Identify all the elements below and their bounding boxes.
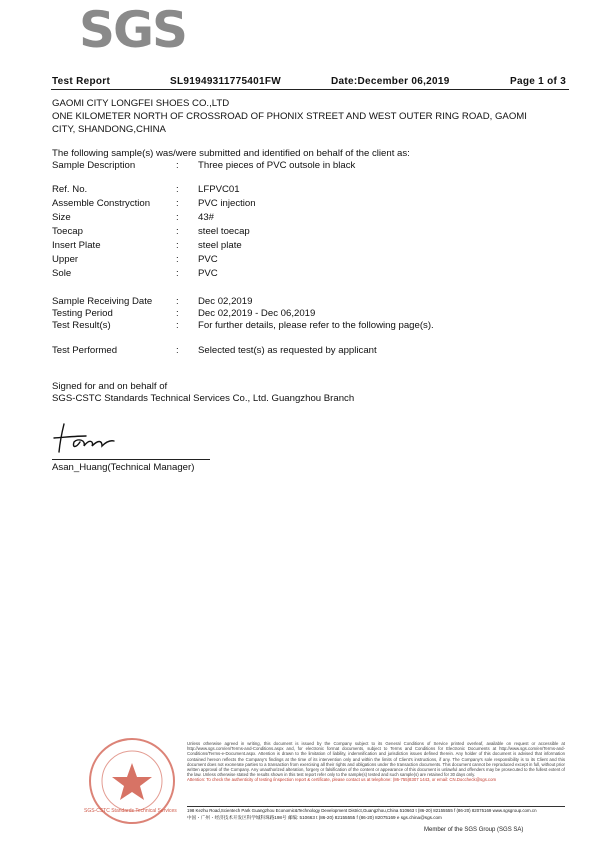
field-value: 43#	[198, 212, 215, 223]
address-chinese: 中国・广州・经济技术开发区科学城科珠路198号 邮编: 510663 t (86-20) 82155555 f (86-20) 82075169 e sgs.china@sgs.com	[187, 815, 442, 820]
field-value: PVC	[198, 254, 218, 265]
date-value: Dec 02,2019 - Dec 06,2019	[198, 308, 316, 319]
field-label: Ref. No.	[52, 184, 88, 195]
field-value: steel toecap	[198, 226, 250, 237]
signature-line	[52, 459, 210, 460]
report-number: SL91949311775401FW	[170, 76, 282, 87]
date-label: Sample Receiving Date	[52, 296, 153, 307]
signed-line-1: Signed for and on behalf of	[52, 381, 168, 392]
sample-description-label: Sample Description	[52, 160, 136, 171]
seal-text: SGS-CSTC Standards Technical Services	[84, 808, 177, 814]
date-label: Test Result(s)	[52, 320, 111, 331]
signed-line-2: SGS-CSTC Standards Technical Services Co., Ltd. Guangzhou Branch	[52, 393, 355, 404]
field-value: PVC injection	[198, 198, 256, 209]
field-label: Size	[52, 212, 71, 223]
terms-fine-print	[187, 741, 565, 783]
field-value: steel plate	[198, 240, 242, 251]
terms-body: Unless otherwise agreed in writing, this document is issued by the Company subject to its General Conditions of Service printed overleaf, available on request or accessible at http://www.sgs.com/en/Terms-and-Conditions.aspx and, for electronic format documents, subject to Terms and Conditions for Electronic Documents at http://www.sgs.com/en/Terms-and-Conditions/Terms-e-Document.aspx. Attention is drawn to the limitation of liability, indemnification and jurisdiction issues defined therein. Any holder of this document is advised that information contained hereon reflects the Company's findings at the time of its intervention only and within the limits of Client's instructions, if any. The Company's sole responsibility is to its Client and this document does not exonerate parties to a transaction from exercising all their rights and obligations under the transaction documents. This document cannot be reproduced except in full, without prior written approval of the Company. Any unauthorized alteration, forgery or falsification of the content or appearance of this document is unlawful and offenders may be prosecuted to the fullest extent of the law. Unless otherwise stated the results shown in this test report refer only to the sample(s) tested and such sample(s) are retained for 30 days only.	[187, 741, 565, 778]
client-name: GAOMI CITY LONGFEI SHOES CO.,LTD	[52, 98, 230, 109]
field-label: Toecap	[52, 226, 83, 237]
field-label: Assemble Constryction	[52, 198, 151, 209]
field-value: PVC	[198, 268, 218, 279]
field-value: LFPVC01	[198, 184, 240, 195]
test-performed-value: Selected test(s) as requested by applicant	[198, 345, 377, 356]
colon: :	[176, 308, 179, 319]
authenticity-notice: Attention: To check the authenticity of testing /inspection report & certificate, please contact us at telephone: (86-755)8307 1443, or email: CN.Doccheck@sgs.com	[187, 777, 497, 783]
signature-image	[50, 420, 130, 456]
colon: :	[176, 268, 179, 279]
client-address-line-2: CITY, SHANDONG,CHINA	[52, 124, 166, 135]
report-title: Test Report	[52, 76, 111, 87]
colon: :	[176, 160, 179, 171]
date-value: Dec 02,2019	[198, 296, 253, 307]
colon: :	[176, 296, 179, 307]
intro-text: The following sample(s) was/were submitted and identified on behalf of the client as:	[52, 148, 410, 159]
colon: :	[176, 198, 179, 209]
header-divider	[51, 89, 569, 90]
colon: :	[176, 226, 179, 237]
sgs-logo: SGS	[79, 1, 187, 59]
footer-divider	[187, 806, 565, 807]
page-number: Page 1 of 3	[510, 76, 567, 87]
sgs-member-note: Member of the SGS Group (SGS SA)	[424, 827, 524, 833]
field-label: Sole	[52, 268, 72, 279]
colon: :	[176, 240, 179, 251]
date-value: For further details, please refer to the following page(s).	[198, 320, 434, 331]
date-label: Testing Period	[52, 308, 113, 319]
signatory-name: Asan_Huang(Technical Manager)	[52, 462, 195, 473]
address-english: 198 Kezhu Road,Scientech Park Guangzhou Economic&Technology Development District,Guangzhou,China 510663 t (86-20) 82155555 f (86-20) 82075169 www.sgsgroup.com.cn	[187, 808, 537, 813]
test-performed-label: Test Performed	[52, 345, 118, 356]
colon: :	[176, 184, 179, 195]
colon: :	[176, 254, 179, 265]
sample-description-value: Three pieces of PVC outsole in black	[198, 160, 356, 171]
colon: :	[176, 320, 179, 331]
field-label: Upper	[52, 254, 79, 265]
colon: :	[176, 212, 179, 223]
sgs-seal-stamp	[82, 735, 182, 830]
client-address-line-1: ONE KILOMETER NORTH OF CROSSROAD OF PHONIX STREET AND WEST OUTER RING ROAD, GAOMI	[52, 111, 527, 122]
report-date: Date:December 06,2019	[331, 76, 450, 87]
colon: :	[176, 345, 179, 356]
field-label: Insert Plate	[52, 240, 101, 251]
